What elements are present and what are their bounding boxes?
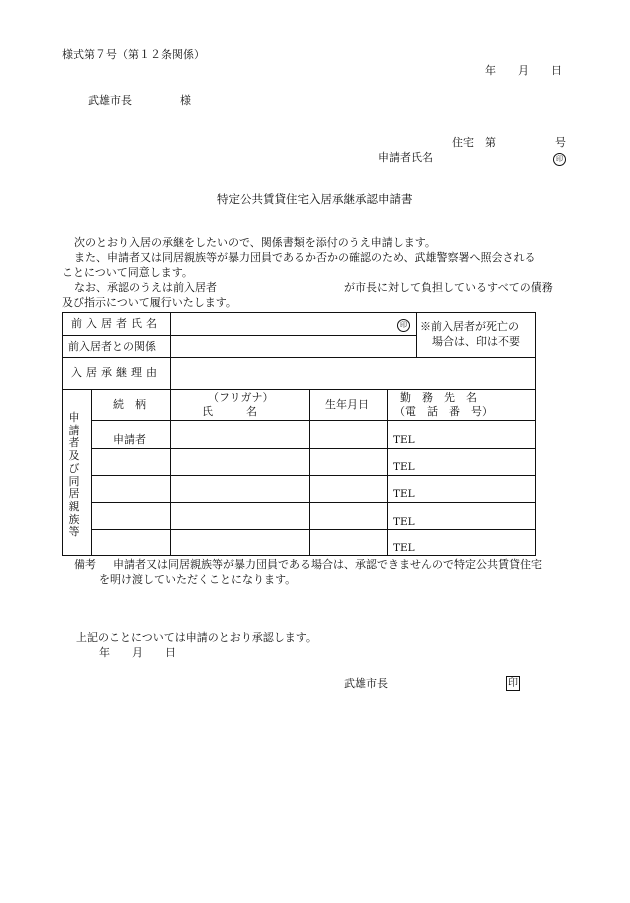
body-paragraph-1: 次のとおり入居の承継をしたいので、関係書類を添付のうえ申請します。: [74, 236, 436, 249]
remarks-line-2: を明け渡していただくことになります。: [99, 573, 297, 586]
addressee: 武雄市長: [88, 94, 132, 107]
housing-suffix: 号: [555, 136, 566, 149]
applicant-seal: [553, 151, 566, 166]
col-header-workplace: 勤 務 先 名: [400, 391, 477, 404]
col-header-relation: 続 柄: [113, 398, 146, 411]
body-paragraph-3a-left: なお、承認のうえは前入居者: [74, 281, 217, 294]
deceased-note-line-2: 場合は、印は不要: [432, 335, 520, 348]
row-1-relation: 申請者: [113, 433, 146, 446]
remarks-line-1: 申請者又は同居親族等が暴力団員である場合は、承認できませんので特定公共賃貸住宅: [113, 558, 542, 571]
date-line: 年 月 日: [485, 64, 562, 77]
seal-icon: 印: [397, 319, 410, 332]
col-header-birthdate: 生年月日: [325, 398, 369, 411]
document-title: 特定公共賃貸住宅入居承継承認申請書: [217, 192, 413, 206]
body-paragraph-2a: また、申請者又は同居親族等が暴力団員であるか否かの確認のため、武雄警察署へ照会される: [74, 251, 536, 264]
approval-text: 上記のことについては申請のとおり承認します。: [76, 631, 317, 644]
col-header-name: 氏 名: [202, 405, 257, 418]
relationship-label: 前入居者との関係: [68, 340, 156, 353]
applicant-name-label: 申請者氏名: [378, 151, 433, 164]
col-header-phone: （電 話 番 号）: [394, 405, 493, 418]
row-4-tel: TEL: [393, 516, 415, 528]
row-3-tel: TEL: [393, 488, 415, 500]
form-number: 様式第７号（第１２条関係）: [62, 48, 205, 61]
prev-resident-name-label: 前入居者氏名: [71, 317, 161, 330]
reason-label: 入居承継理由: [71, 366, 161, 379]
approval-seal-icon: 印: [508, 678, 518, 689]
addressee-honorific: 様: [180, 94, 191, 107]
body-paragraph-3b: 及び指示について履行いたします。: [62, 296, 237, 309]
row-5-tel: TEL: [393, 542, 415, 554]
body-paragraph-3a-right: が市長に対して負担しているすべての債務: [344, 281, 553, 294]
approval-date-line: 年 月 日: [99, 646, 176, 659]
seal-icon: 印: [553, 153, 566, 166]
body-paragraph-2b: ことについて同意します。: [62, 266, 193, 279]
deceased-note-line-1: ※前入居者が死亡の: [420, 320, 519, 333]
col-header-furigana: （フリガナ）: [208, 391, 274, 404]
row-2-tel: TEL: [393, 461, 415, 473]
housing-label: 住宅 第: [452, 136, 496, 149]
approval-mayor: 武雄市長: [344, 677, 388, 690]
remarks-label: 備考: [74, 558, 96, 571]
application-table: [62, 312, 536, 556]
prev-resident-seal: [397, 317, 410, 332]
row-1-tel: TEL: [393, 434, 415, 446]
applicant-family-side-label: 申 請 者 及 び 同 居 親 族 等: [68, 411, 80, 539]
